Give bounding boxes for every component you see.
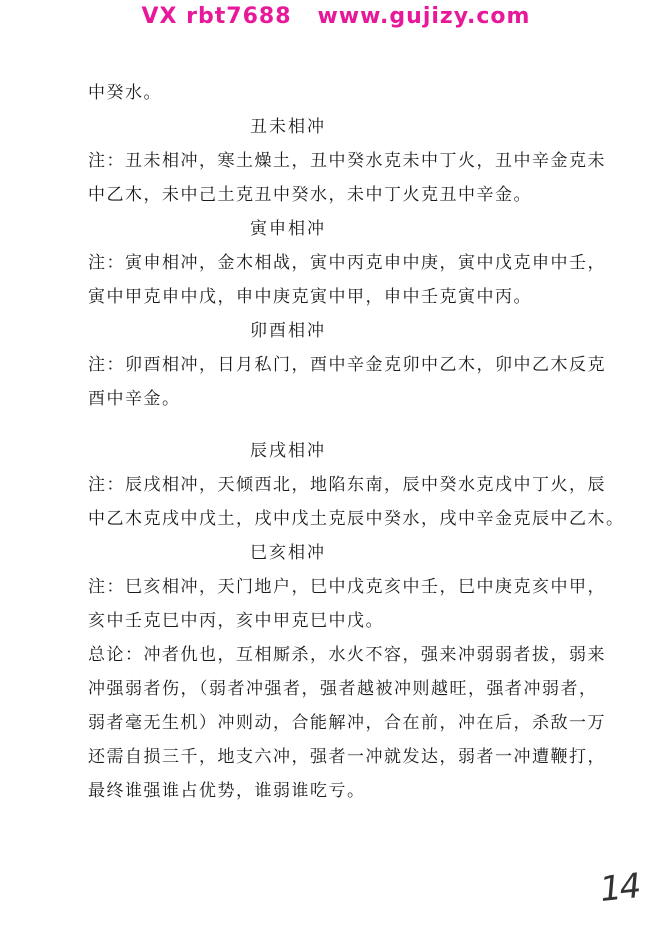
- text-line: 注：寅申相冲，金木相战，寅中丙克申中庚，寅中戊克申中壬，: [88, 253, 606, 273]
- text-line: 最终谁强谁占优势，谁弱谁吃亏。: [88, 781, 366, 801]
- text-line: 中癸水。: [88, 83, 162, 103]
- section-heading: 辰戌相冲: [250, 441, 326, 461]
- text-line: 还需自损三千，地支六冲，强者一冲就发达，弱者一冲遭鞭打，: [88, 747, 606, 767]
- text-line: 冲强弱者伤，（弱者冲强者，强者越被冲则越旺，强者冲弱者，: [88, 679, 598, 699]
- text-line: 弱者毫无生机）冲则动，合能解冲，合在前，冲在后，杀敌一万: [88, 713, 606, 733]
- section-heading: 巳亥相冲: [250, 543, 326, 563]
- text-line: 酉中辛金。: [88, 389, 181, 409]
- watermark-banner: VX rbt7688 www.gujizy.com: [141, 4, 531, 29]
- section-heading: 丑未相冲: [250, 117, 326, 137]
- text-line: 注：辰戌相冲，天倾西北，地陷东南，辰中癸水克戌中丁火，辰: [88, 475, 606, 495]
- paragraph-gap: [88, 416, 588, 434]
- text-line: 注：丑未相冲，寒土燥土，丑中癸水克未中丁火，丑中辛金克未: [88, 151, 606, 171]
- section-heading: 寅申相冲: [250, 219, 326, 239]
- text-line: 总论：冲者仇也，互相厮杀，水火不容，强来冲弱弱者拔，弱来: [88, 645, 606, 665]
- text-line: 注：卯酉相冲，日月私门，酉中辛金克卯中乙木，卯中乙木反克: [88, 355, 606, 375]
- document-page-body: [88, 76, 625, 808]
- text-line: 亥中壬克巳中丙，亥中甲克巳中戊。: [88, 611, 384, 631]
- text-line: 中乙木克戌中戊土，戌中戊土克辰中癸水，戌中辛金克辰中乙木。: [88, 509, 625, 529]
- page-number: 14: [598, 866, 642, 910]
- text-line: 中乙木，未中己土克丑中癸水，未中丁火克丑中辛金。: [88, 185, 532, 205]
- text-line: 注：巳亥相冲，天门地户，巳中戊克亥中壬，巳中庚克亥中甲，: [88, 577, 606, 597]
- section-heading: 卯酉相冲: [250, 321, 326, 341]
- text-line: 寅中甲克申中戊，申中庚克寅中甲，申中壬克寅中丙。: [88, 287, 532, 307]
